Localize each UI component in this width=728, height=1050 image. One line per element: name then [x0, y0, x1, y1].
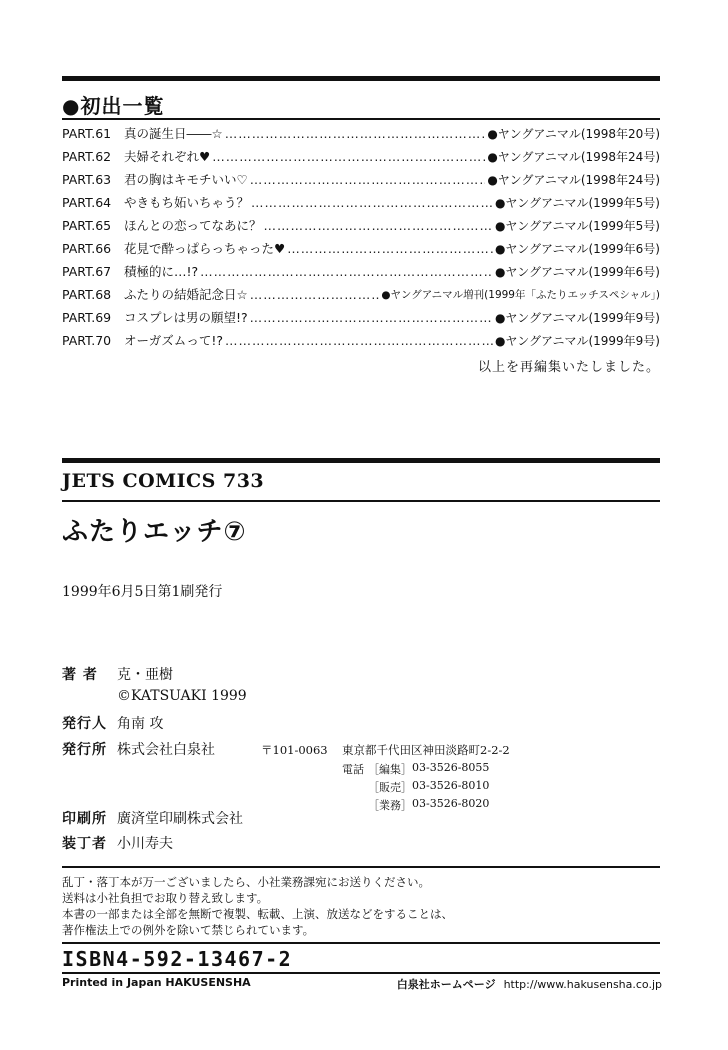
- list-item: [62, 237, 660, 259]
- series-name: JETS COMICS 733: [62, 470, 265, 492]
- legal-line: 著作権法上での例外を除いて禁じられています。: [62, 923, 315, 937]
- part-number: PART.62: [62, 148, 112, 164]
- phone-dept: ［販売］: [368, 781, 412, 794]
- phone-dept: ［編集］: [368, 763, 412, 776]
- part-number: PART.67: [62, 263, 112, 279]
- chapter-title: 夫婦それぞれ♥: [124, 149, 211, 164]
- copyright: ©KATSUAKI 1999: [117, 688, 247, 704]
- part-number: PART.70: [62, 332, 112, 348]
- leader-dots: [250, 287, 380, 302]
- leader-dots: [264, 218, 493, 233]
- chapter-source: ●ヤングアニマル(1999年6号): [494, 264, 660, 279]
- leader-dots: [225, 126, 486, 141]
- printed-in: Printed in Japan HAKUSENSHA: [62, 976, 251, 989]
- author-label: 著 者: [62, 667, 98, 683]
- chapter-title: 積極的に…!?: [124, 264, 199, 279]
- legal-line: 乱丁・落丁本が万一ございましたら、小社業務課宛にお送りください。: [62, 875, 430, 889]
- phone-number: 03-3526-8020: [412, 797, 490, 810]
- phone-number: 03-3526-8010: [412, 779, 490, 792]
- website-label: 白泉社ホームページ: [396, 978, 496, 991]
- list-item: [62, 283, 660, 305]
- chapter-source: ●ヤングアニマル(1999年6号): [494, 241, 660, 256]
- phone-number: 03-3526-8055: [412, 761, 490, 774]
- leader-dots: [212, 149, 485, 164]
- chapter-title: 真の誕生日――☆: [124, 126, 223, 141]
- website-url: http://www.hakusensha.co.jp: [503, 978, 662, 991]
- publisher-person-label: 発行人: [62, 716, 107, 732]
- list-item: [62, 191, 660, 213]
- chapter-source: ●ヤングアニマル増刊(1999年「ふたりエッチスペシャル」): [381, 288, 660, 301]
- list-item: [62, 122, 660, 144]
- chapter-title: 花見で酔っぱらっちゃった♥: [124, 241, 286, 256]
- leader-dots: [200, 264, 493, 279]
- isbn: ISBN4-592-13467-2: [62, 947, 293, 971]
- part-number: PART.65: [62, 217, 112, 233]
- author-name: 克・亜樹: [117, 667, 173, 683]
- legal-line: 送料は小社負担でお取り替え致します。: [62, 891, 269, 905]
- top-rule: [62, 76, 660, 81]
- part-number: PART.68: [62, 286, 112, 302]
- chapter-title: コスプレは男の願望!?: [124, 310, 248, 325]
- designer-label: 装丁者: [62, 836, 107, 852]
- publisher-label: 発行所: [62, 742, 107, 758]
- chapter-source: ●ヤングアニマル(1998年24号): [487, 172, 660, 187]
- printer-label: 印刷所: [62, 811, 107, 827]
- chapter-title: やきもち妬いちゃう？: [124, 195, 250, 210]
- leader-dots: [251, 195, 493, 210]
- publisher-person: 角南 攻: [117, 716, 164, 732]
- publish-date: 1999年6月5日第1刷発行: [62, 584, 223, 600]
- list-item: [62, 168, 660, 190]
- footer-rule: [62, 972, 660, 974]
- phone-label: 電話: [342, 763, 364, 776]
- website: [397, 976, 662, 992]
- list-item: [62, 329, 660, 351]
- list-item: [62, 306, 660, 328]
- chapter-source: ●ヤングアニマル(1998年24号): [487, 149, 660, 164]
- leader-dots: [250, 310, 493, 325]
- publisher-name: 株式会社白泉社: [117, 742, 215, 758]
- heading-rule: [62, 118, 660, 120]
- chapter-source: ●ヤングアニマル(1999年9号): [494, 333, 660, 348]
- postal-code: 〒101-0063: [261, 743, 328, 757]
- leader-dots: [225, 333, 493, 348]
- chapter-source: ●ヤングアニマル(1998年20号): [487, 126, 660, 141]
- list-item: [62, 214, 660, 236]
- chapter-title: オーガズムって!?: [124, 333, 224, 348]
- phone-dept: ［業務］: [368, 799, 412, 812]
- part-number: PART.69: [62, 309, 112, 325]
- series-underline: [62, 500, 660, 502]
- chapter-source: ●ヤングアニマル(1999年5号): [494, 195, 660, 210]
- address: 東京都千代田区神田淡路町2-2-2: [342, 743, 510, 757]
- isbn-rule: [62, 942, 660, 944]
- series-rule: [62, 458, 660, 463]
- chapter-source: ●ヤングアニマル(1999年5号): [494, 218, 660, 233]
- part-number: PART.61: [62, 125, 112, 141]
- book-title: ふたりエッチ⑦: [62, 517, 247, 547]
- chapter-source: ●ヤングアニマル(1999年9号): [494, 310, 660, 325]
- legal-rule: [62, 866, 660, 868]
- re-edit-note: 以上を再編集いたしました。: [477, 360, 660, 375]
- first-appearance-heading: ●初出一覧: [62, 94, 165, 118]
- part-number: PART.66: [62, 240, 112, 256]
- leader-dots: [287, 241, 493, 256]
- legal-notice: [62, 874, 453, 938]
- chapter-title: ほんとの恋ってなあに？: [124, 218, 262, 233]
- part-number: PART.64: [62, 194, 112, 210]
- printer-name: 廣済堂印刷株式会社: [117, 811, 243, 827]
- chapter-title: 君の胸はキモチいい♡: [124, 172, 248, 187]
- list-item: [62, 145, 660, 167]
- legal-line: 本書の一部または全部を無断で複製、転載、上演、放送などをすることは、: [62, 907, 453, 921]
- designer-name: 小川寿夫: [117, 836, 173, 852]
- list-item: [62, 260, 660, 282]
- leader-dots: [250, 172, 486, 187]
- part-number: PART.63: [62, 171, 112, 187]
- chapter-title: ふたりの結婚記念日☆: [124, 287, 248, 302]
